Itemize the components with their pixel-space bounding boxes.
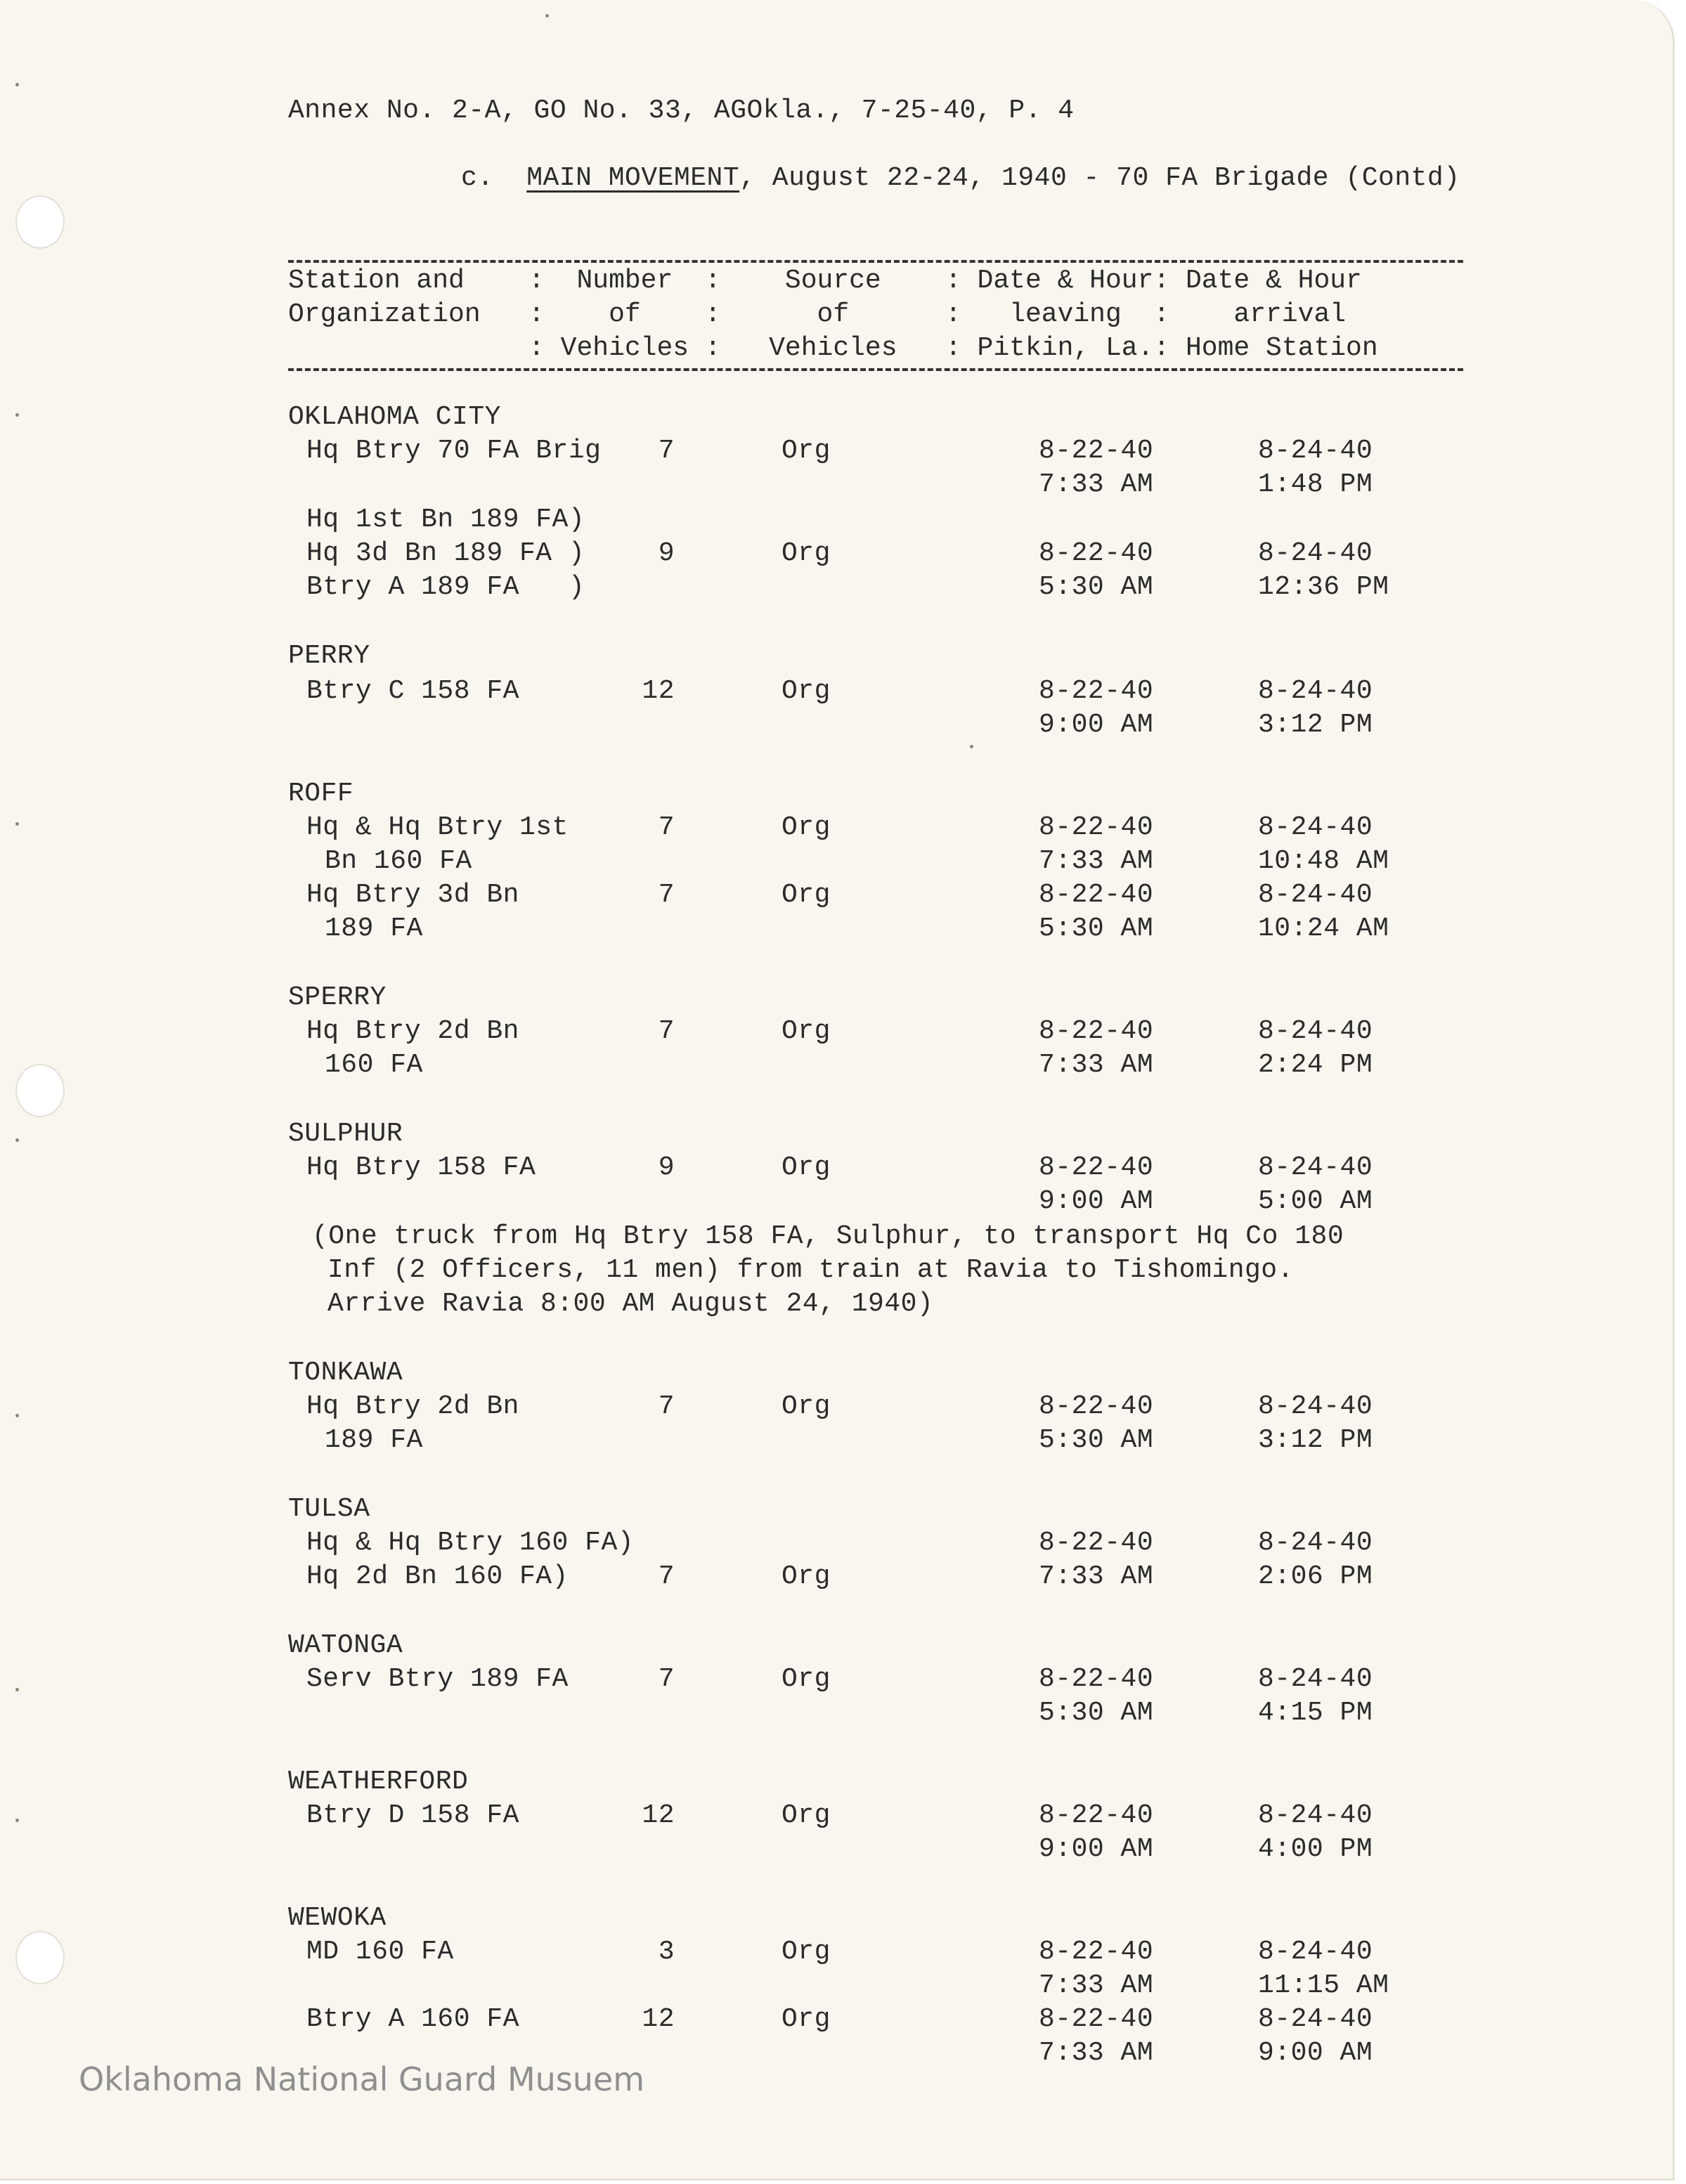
arrival-date: 8-24-40 [1258, 2004, 1373, 2034]
org-unit: Btry A 160 FA [306, 2004, 519, 2034]
vehicle-count: 7 [658, 1664, 675, 1694]
arrival-date: 8-24-40 [1258, 812, 1373, 843]
org-unit: 160 FA [325, 1050, 423, 1080]
station-roff: ROFF [288, 779, 354, 809]
org-unit: Hq Btry 3d Bn [306, 880, 519, 910]
arrival-time: 3:12 PM [1258, 710, 1373, 740]
arrival-date: 8-24-40 [1258, 1937, 1373, 1967]
section-heading [461, 162, 1460, 195]
departure-time: 5:30 AM [1039, 1425, 1154, 1455]
vehicle-count: 9 [658, 1152, 675, 1183]
departure-date: 8-22-40 [1039, 1391, 1154, 1422]
vehicle-count: 9 [658, 538, 675, 568]
departure-date: 8-22-40 [1039, 676, 1154, 706]
org-unit: Hq & Hq Btry 1st [306, 812, 569, 843]
departure-date: 8-22-40 [1039, 1664, 1154, 1694]
heading-rest: , August 22-24, 1940 - 70 FA Brigade (Contd) [739, 163, 1460, 193]
vehicle-source: Org [782, 436, 831, 466]
station-watonga: WATONGA [288, 1630, 403, 1660]
org-unit: Btry D 158 FA [306, 1800, 519, 1831]
margin-mark [15, 413, 19, 417]
column-header-line-1: Station and : Number : Source : Date & Hour: Date & Hour [288, 266, 1362, 296]
vehicle-count: 3 [658, 1937, 675, 1967]
station-tulsa: TULSA [288, 1494, 370, 1524]
station-sulphur: SULPHUR [288, 1119, 403, 1149]
arrival-date: 8-24-40 [1258, 676, 1373, 706]
org-unit: Serv Btry 189 FA [306, 1664, 569, 1694]
museum-watermark: Oklahoma National Guard Musuem [79, 2060, 645, 2098]
arrival-date: 8-24-40 [1258, 1016, 1373, 1046]
departure-time: 7:33 AM [1039, 2038, 1154, 2068]
org-unit: Hq Btry 70 FA Brig [306, 436, 602, 466]
arrival-time: 3:12 PM [1258, 1425, 1373, 1455]
departure-time: 7:33 AM [1039, 846, 1154, 876]
main-movement-title: MAIN MOVEMENT [526, 163, 740, 193]
departure-time: 7:33 AM [1039, 1970, 1154, 2001]
org-unit: Hq 1st Bn 189 FA) [306, 505, 585, 535]
vehicle-count: 7 [658, 436, 675, 466]
departure-date: 8-22-40 [1039, 436, 1154, 466]
vehicle-source: Org [782, 2004, 831, 2034]
arrival-time: 2:24 PM [1258, 1050, 1373, 1080]
arrival-time: 9:00 AM [1258, 2038, 1373, 2068]
departure-date: 8-22-40 [1039, 2004, 1154, 2034]
margin-mark [15, 83, 19, 86]
margin-mark [15, 1414, 19, 1417]
station-tonkawa: TONKAWA [288, 1358, 403, 1388]
departure-time: 5:30 AM [1039, 572, 1154, 602]
vehicle-count: 7 [658, 880, 675, 910]
departure-date: 8-22-40 [1039, 880, 1154, 910]
vehicle-count: 12 [642, 1800, 675, 1831]
org-unit: Hq & Hq Btry 160 FA) [306, 1528, 635, 1558]
arrival-date: 8-24-40 [1258, 436, 1373, 466]
arrival-time: 4:00 PM [1258, 1834, 1373, 1864]
departure-date: 8-22-40 [1039, 812, 1154, 843]
vehicle-source: Org [782, 1561, 831, 1592]
departure-time: 7:33 AM [1039, 469, 1154, 500]
vehicle-source: Org [782, 1800, 831, 1831]
departure-date: 8-22-40 [1039, 538, 1154, 568]
vehicle-source: Org [782, 1016, 831, 1046]
departure-time: 7:33 AM [1039, 1050, 1154, 1080]
departure-time: 7:33 AM [1039, 1561, 1154, 1592]
org-unit: Btry C 158 FA [306, 676, 519, 706]
vehicle-source: Org [782, 880, 831, 910]
annex-reference: Annex No. 2-A, GO No. 33, AGOkla., 7-25-40, P. 4 [288, 96, 1075, 126]
org-unit: Hq Btry 2d Bn [306, 1016, 519, 1046]
arrival-date: 8-24-40 [1258, 1800, 1373, 1831]
org-unit: 189 FA [325, 1425, 423, 1455]
station-perry: PERRY [288, 641, 370, 671]
vehicle-count: 7 [658, 812, 675, 843]
arrival-time: 4:15 PM [1258, 1698, 1373, 1728]
arrival-date: 8-24-40 [1258, 1528, 1373, 1558]
table-header-rule [288, 368, 1463, 371]
paper-speck [545, 14, 549, 18]
departure-date: 8-22-40 [1039, 1152, 1154, 1183]
departure-date: 8-22-40 [1039, 1800, 1154, 1831]
departure-time: 9:00 AM [1039, 1834, 1154, 1864]
margin-mark [15, 822, 19, 826]
vehicle-source: Org [782, 538, 831, 568]
margin-mark [15, 1138, 19, 1142]
org-unit: MD 160 FA [306, 1937, 454, 1967]
arrival-time: 5:00 AM [1258, 1186, 1373, 1216]
binder-hole-middle [15, 1064, 65, 1117]
arrival-date: 8-24-40 [1258, 538, 1373, 568]
vehicle-count: 12 [642, 2004, 675, 2034]
station-wewoka: WEWOKA [288, 1903, 387, 1933]
binder-hole-top [15, 195, 65, 249]
margin-mark [15, 1819, 19, 1822]
departure-date: 8-22-40 [1039, 1016, 1154, 1046]
org-unit: Bn 160 FA [325, 846, 472, 876]
arrival-time: 2:06 PM [1258, 1561, 1373, 1592]
vehicle-source: Org [782, 1937, 831, 1967]
arrival-date: 8-24-40 [1258, 1391, 1373, 1422]
org-unit: Btry A 189 FA ) [306, 572, 585, 602]
section-letter: c. [461, 163, 494, 193]
departure-time: 9:00 AM [1039, 710, 1154, 740]
station-weatherford: WEATHERFORD [288, 1767, 469, 1797]
arrival-time: 10:24 AM [1258, 914, 1389, 944]
org-unit: 189 FA [325, 914, 423, 944]
vehicle-count: 7 [658, 1016, 675, 1046]
vehicle-count: 7 [658, 1391, 675, 1422]
sulphur-note-line-1: (One truck from Hq Btry 158 FA, Sulphur, to transport Hq Co 180 [312, 1221, 1344, 1252]
vehicle-source: Org [782, 1152, 831, 1183]
departure-time: 9:00 AM [1039, 1186, 1154, 1216]
margin-mark [15, 1688, 19, 1691]
column-header-line-2: Organization : of : of : leaving : arrival [288, 299, 1347, 330]
binder-hole-bottom [15, 1931, 65, 1984]
departure-date: 8-22-40 [1039, 1528, 1154, 1558]
arrival-date: 8-24-40 [1258, 1664, 1373, 1694]
sulphur-note-line-3: Arrive Ravia 8:00 AM August 24, 1940) [328, 1289, 934, 1319]
arrival-date: 8-24-40 [1258, 1152, 1373, 1183]
arrival-time: 11:15 AM [1258, 1970, 1389, 2001]
org-unit: Hq 2d Bn 160 FA) [306, 1561, 569, 1592]
station-oklahoma-city: OKLAHOMA CITY [288, 402, 501, 432]
arrival-date: 8-24-40 [1258, 880, 1373, 910]
org-unit: Hq Btry 2d Bn [306, 1391, 519, 1422]
departure-date: 8-22-40 [1039, 1937, 1154, 1967]
arrival-time: 1:48 PM [1258, 469, 1373, 500]
arrival-time: 10:48 AM [1258, 846, 1389, 876]
sulphur-note-line-2: Inf (2 Officers, 11 men) from train at Ravia to Tishomingo. [328, 1255, 1294, 1285]
vehicle-count: 7 [658, 1561, 675, 1592]
vehicle-source: Org [782, 1391, 831, 1422]
table-top-rule [288, 260, 1463, 263]
station-sperry: SPERRY [288, 982, 387, 1013]
arrival-time: 12:36 PM [1258, 572, 1389, 602]
vehicle-source: Org [782, 1664, 831, 1694]
departure-time: 5:30 AM [1039, 1698, 1154, 1728]
paper-speck [970, 745, 973, 748]
vehicle-source: Org [782, 676, 831, 706]
vehicle-source: Org [782, 812, 831, 843]
vehicle-count: 12 [642, 676, 675, 706]
org-unit: Hq Btry 158 FA [306, 1152, 536, 1183]
departure-time: 5:30 AM [1039, 914, 1154, 944]
column-header-line-3: : Vehicles : Vehicles : Pitkin, La.: Home Station [288, 333, 1378, 363]
org-unit: Hq 3d Bn 189 FA ) [306, 538, 585, 568]
